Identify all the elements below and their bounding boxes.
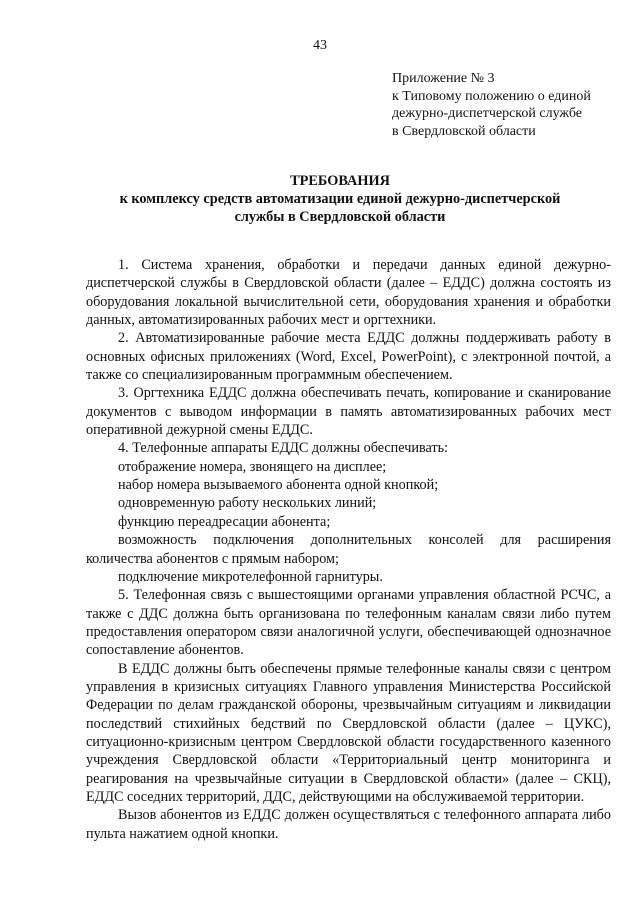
appendix-line: в Свердловской области	[392, 123, 536, 139]
list-item: одновременную работу нескольких линий;	[118, 495, 377, 512]
list-item: возможность подключения дополнительных консолей для расширения количества абонентов с прямым набором;	[86, 532, 611, 567]
title-heading: ТРЕБОВАНИЯ	[290, 173, 390, 189]
appendix-line: к Типовому положению о единой	[392, 88, 591, 104]
paragraph-3: 3. Оргтехника ЕДДС должна обеспечивать печать, копирование и сканирование документов с выводом информации в память автоматизированных рабочих мест оперативной дежурной смены ЕДДС.	[86, 385, 611, 439]
document-body	[86, 256, 611, 843]
title-line: к комплексу средств автоматизации единой дежурно-диспетчерской	[119, 191, 561, 207]
paragraph-7: Вызов абонентов из ЕДДС должен осуществляться с телефонного аппарата либо пульта нажатием одной кнопки.	[86, 807, 611, 842]
paragraph-2: 2. Автоматизированные рабочие места ЕДДС должны поддерживать работу в основных офисных приложениях (Word, Excel, PowerPoint), с электронной почтой, а также со специализированным программным обеспечением.	[86, 330, 611, 384]
document-title	[60, 172, 620, 226]
paragraph-4: 4. Телефонные аппараты ЕДДС должны обеспечивать:	[118, 440, 449, 457]
paragraph-6: В ЕДДС должны быть обеспечены прямые телефонные каналы связи с центром управления в кризисных ситуациях Главного управления Министерства Российской Федерации по делам гражданской обороны, чрезвычайным ситуациям и ликвидации последствий стихийных бедствий по Свердловской области (далее – ЦУКС), ситуационно-кризисным центром Свердловской области государственного казенного учреждения Свердловской области «Территориальный центр мониторинга и реагирования на чрезвычайные ситуации в Свердловской области» (далее – СКЦ), ЕДДС соседних территорий, ДДС, действующими на обслуживаемой территории.	[86, 660, 611, 805]
appendix-line: дежурно-диспетчерской службе	[392, 106, 583, 121]
list-item: функцию переадресации абонента;	[118, 513, 331, 530]
list-item: подключение микротелефонной гарнитуры.	[118, 568, 383, 585]
list-item: набор номера вызываемого абонента одной кнопкой;	[118, 477, 439, 494]
appendix-line: Приложение № 3	[392, 71, 495, 86]
appendix-reference	[392, 70, 632, 140]
title-line: службы в Свердловской области	[234, 209, 446, 225]
paragraph-1: 1. Система хранения, обработки и передачи данных единой дежурно-диспетчерской службы в Свердловской области (далее – ЕДДС) должна состоять из оборудования локальной вычислительной сети, оборудования хранения и обработки данных, автоматизированных рабочих мест и оргтехники.	[86, 257, 611, 329]
page-number: 43	[313, 38, 327, 53]
list-item: отображение номера, звонящего на дисплее;	[118, 458, 387, 475]
paragraph-5: 5. Телефонная связь с вышестоящими органами управления областной РСЧС, а также с ДДС должна быть организована по телефонным каналам связи либо путем предоставления оператором связи аналогичной услуги, обеспечивающей однозначное сопоставление абонентов.	[86, 587, 611, 659]
